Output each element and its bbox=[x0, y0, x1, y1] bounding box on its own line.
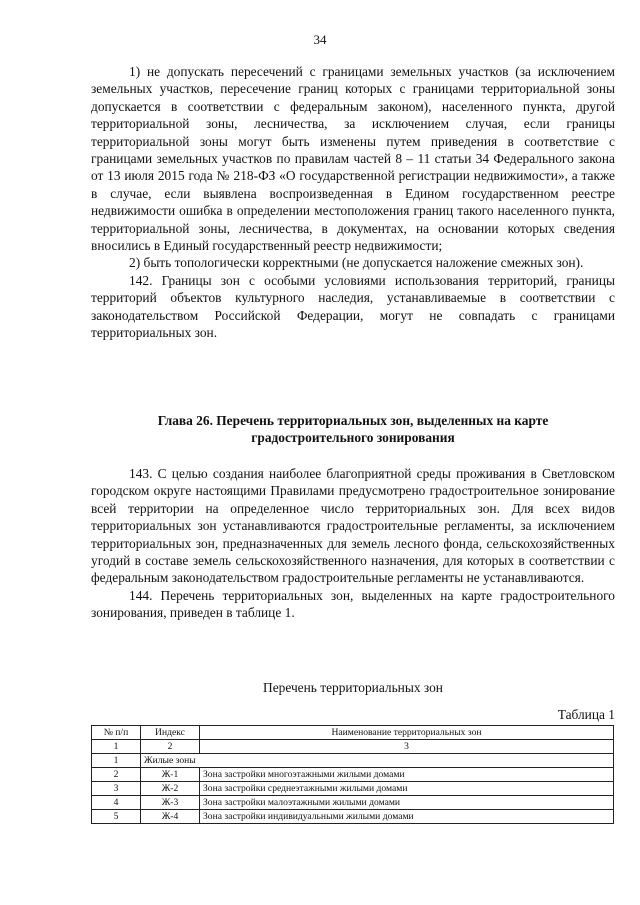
paragraph: 2) быть топологически корректными (не допускается наложение смежных зон). bbox=[129, 255, 584, 271]
colnum: 1 bbox=[92, 740, 141, 754]
row-num: 5 bbox=[92, 810, 141, 824]
colnum: 3 bbox=[200, 740, 614, 754]
table-group-row bbox=[92, 754, 614, 768]
row-num: 2 bbox=[92, 768, 141, 782]
table-row bbox=[92, 768, 614, 782]
paragraph: 143. С целью создания наиболее благоприятной среды проживания в Светловском городском округе настоящими Правилами предусмотрено градостроительное зонирование всей территории на определенное число территориальных зон. Для всех видов территориальных зон устанавливаются градостроительные регламенты, за исключением территориальных зон, предназначенных для земель лесного фонда, сельскохозяйственных угодий в составе земель сельскохозяйственного назначения, для которых в соответствии с федеральным законодательством градостроительные регламенты не устанавливаются. bbox=[91, 466, 615, 586]
row-name: Зона застройки индивидуальными жилыми домами bbox=[200, 810, 614, 824]
group-num: 1 bbox=[92, 754, 141, 768]
body-text-top bbox=[91, 63, 615, 342]
row-num: 4 bbox=[92, 796, 141, 810]
paragraph: 1) не допускать пересечений с границами земельных участков (за исключением земельных участков, пересечение границ которых с границами территориальной зоны допускается в соответствии с федеральным законом), населенного пункта, другой территориальной зоны, лесничества, за исключением случая, если границы территориальной зоны могут быть изменены путем приведения в соответствие с границами земельных участков по правилам частей 8 – 11 статьи 34 Федерального закона от 13 июля 2015 года № 218-ФЗ «О государственной регистрации недвижимости», а также в случае, если выявлена воспроизведенная в Едином государственном реестре недвижимости ошибка в определении местоположения границ такого населенного пункта, территориальной зоны, лесничества, в документах, на основании которых сведения вносились в Единый государственный реестр недвижимости; bbox=[91, 64, 615, 254]
row-index: Ж-2 bbox=[141, 782, 200, 796]
table-row bbox=[92, 782, 614, 796]
page-number: 34 bbox=[313, 32, 327, 47]
zones-table bbox=[91, 725, 614, 824]
paragraph: 144. Перечень территориальных зон, выделенных на карте градостроительного зонирования, приведен в таблице 1. bbox=[91, 587, 615, 621]
chapter-title bbox=[91, 412, 615, 447]
group-label: Жилые зоны bbox=[141, 754, 614, 768]
table-label: Таблица 1 bbox=[557, 707, 615, 722]
table-caption: Перечень территориальных зон bbox=[263, 680, 443, 695]
body-text-bottom bbox=[91, 465, 615, 622]
table-colnum-row bbox=[92, 740, 614, 754]
row-num: 3 bbox=[92, 782, 141, 796]
row-index: Ж-3 bbox=[141, 796, 200, 810]
table-header-row bbox=[92, 726, 614, 740]
header-num: № п/п bbox=[92, 726, 141, 740]
row-index: Ж-4 bbox=[141, 810, 200, 824]
chapter-title-line: Глава 26. Перечень территориальных зон, выделенных на карте bbox=[157, 413, 549, 428]
table-row bbox=[92, 796, 614, 810]
row-name: Зона застройки малоэтажными жилыми домами bbox=[200, 796, 614, 810]
row-name: Зона застройки среднеэтажными жилыми домами bbox=[200, 782, 614, 796]
row-name: Зона застройки многоэтажными жилыми домами bbox=[200, 768, 614, 782]
header-name: Наименование территориальных зон bbox=[200, 726, 614, 740]
header-index: Индекс bbox=[141, 726, 200, 740]
chapter-title-line: градостроительного зонирования bbox=[251, 430, 455, 446]
paragraph: 142. Границы зон с особыми условиями использования территорий, границы территорий объектов культурного наследия, устанавливаемые в соответствии с законодательством Российской Федерации, могут не совпадать с границами территориальных зон. bbox=[91, 272, 615, 341]
table-row bbox=[92, 810, 614, 824]
colnum: 2 bbox=[141, 740, 200, 754]
row-index: Ж-1 bbox=[141, 768, 200, 782]
